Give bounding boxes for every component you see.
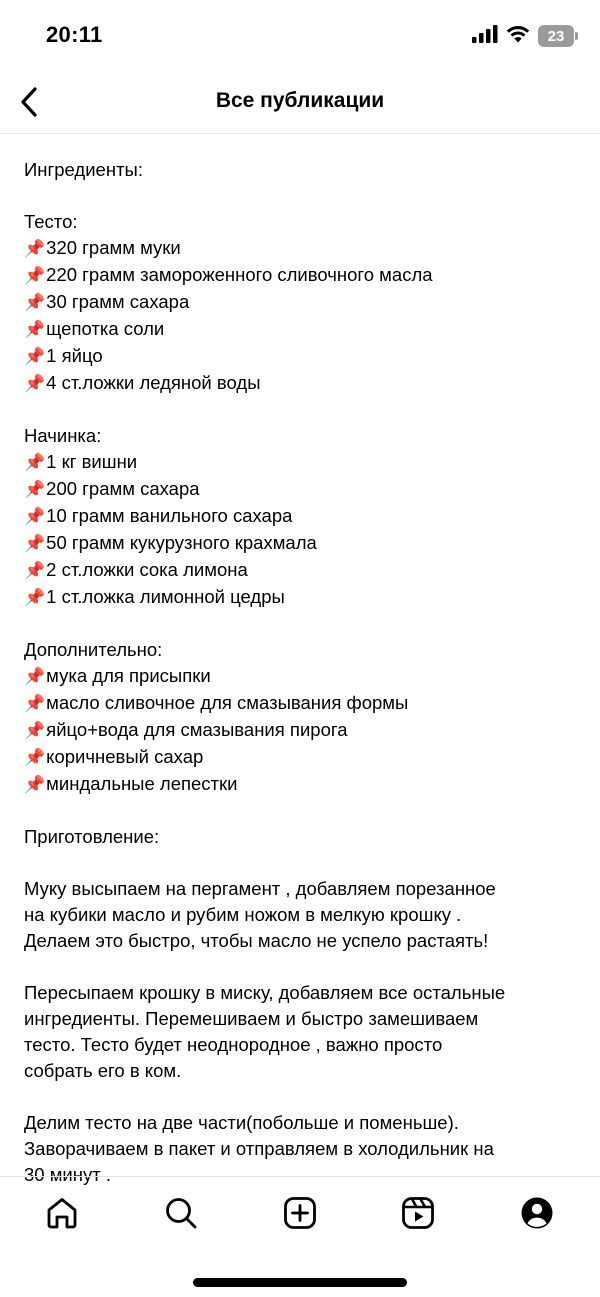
dough-list [24, 235, 580, 397]
step-paragraph-2 [24, 980, 580, 1084]
reels-icon [401, 1196, 435, 1230]
ingredient-text: 4 ст.ложки ледяной воды [46, 372, 261, 393]
ingredient-item [24, 503, 580, 530]
battery-icon: 23 [538, 25, 574, 47]
preparation-heading: Приготовление: [24, 826, 160, 847]
pushpin-icon: 📌 [24, 374, 46, 393]
pushpin-icon: 📌 [24, 480, 46, 499]
ingredient-item [24, 690, 580, 717]
step-line: тесто. Тесто будет неоднородное , важно просто [24, 1034, 443, 1055]
page-title: Все публикации [215, 89, 385, 112]
step-line: 30 минут . [24, 1164, 111, 1185]
wifi-icon [506, 25, 530, 48]
create-post-icon [283, 1196, 317, 1230]
step-line: Заворачиваем в пакет и отправляем в холодильник на [24, 1138, 494, 1159]
ingredient-text: щепотка соли [46, 318, 165, 339]
pushpin-icon: 📌 [24, 561, 46, 580]
ingredient-item [24, 771, 580, 798]
step-paragraph-1 [24, 876, 580, 954]
ingredient-item [24, 343, 580, 370]
pushpin-icon: 📌 [24, 293, 46, 312]
ingredient-text: 2 ст.ложки сока лимона [46, 559, 248, 580]
ingredient-text: 50 грамм кукурузного крахмала [46, 532, 317, 553]
extra-list [24, 663, 580, 798]
ingredient-item [24, 316, 580, 343]
ingredient-text: 220 грамм замороженного сливочного масла [46, 264, 433, 285]
ingredient-item [24, 557, 580, 584]
ingredient-item [24, 476, 580, 503]
ingredient-text: 1 яйцо [46, 345, 103, 366]
ingredient-item [24, 262, 580, 289]
step-line: Делим тесто на две части(побольше и поменьше). [24, 1112, 459, 1133]
ingredient-item [24, 663, 580, 690]
extra-heading: Дополнительно: [24, 639, 163, 660]
tab-search[interactable] [161, 1193, 201, 1233]
ingredient-item [24, 449, 580, 476]
tab-home[interactable] [42, 1193, 82, 1233]
ingredient-text: 200 грамм сахара [46, 478, 200, 499]
ingredient-item [24, 530, 580, 557]
tab-profile[interactable] [517, 1193, 557, 1233]
pushpin-icon: 📌 [24, 320, 46, 339]
ingredient-text: миндальные лепестки [46, 773, 238, 794]
step-line: Пересыпаем крошку в миску, добавляем все остальные [24, 982, 506, 1003]
ingredient-text: 30 грамм сахара [46, 291, 190, 312]
pushpin-icon: 📌 [24, 266, 46, 285]
filling-list [24, 449, 580, 611]
pushpin-icon: 📌 [24, 721, 46, 740]
pushpin-icon: 📌 [24, 588, 46, 607]
filling-heading: Начинка: [24, 425, 102, 446]
pushpin-icon: 📌 [24, 453, 46, 472]
status-icons [472, 24, 574, 48]
pushpin-icon: 📌 [24, 775, 46, 794]
ingredient-text: 320 грамм муки [46, 237, 181, 258]
ingredient-item [24, 289, 580, 316]
step-line: Муку высыпаем на пергамент , добавляем порезанное [24, 878, 496, 899]
bottom-nav [0, 1176, 600, 1252]
step-line: ингредиенты. Перемешиваем и быстро замешиваем [24, 1008, 479, 1029]
ingredients-heading: Ингредиенты: [24, 159, 143, 180]
pushpin-icon: 📌 [24, 239, 46, 258]
status-bar [0, 0, 600, 72]
cellular-signal-icon [472, 25, 498, 48]
ingredient-item [24, 235, 580, 262]
ingredient-item [24, 717, 580, 744]
step-line: на кубики масло и рубим ножом в мелкую крошку . [24, 904, 462, 925]
tab-reels[interactable] [398, 1193, 438, 1233]
profile-icon [520, 1196, 554, 1230]
status-time: 20:11 [46, 22, 103, 47]
pushpin-icon: 📌 [24, 347, 46, 366]
step-line: Делаем это быстро, чтобы масло не успело растаять! [24, 930, 489, 951]
dough-heading: Тесто: [24, 211, 78, 232]
pushpin-icon: 📌 [24, 667, 46, 686]
pushpin-icon: 📌 [24, 694, 46, 713]
ingredient-text: масло сливочное для смазывания формы [46, 692, 409, 713]
ingredient-item [24, 370, 580, 397]
pushpin-icon: 📌 [24, 748, 46, 767]
ingredient-text: яйцо+вода для смазывания пирога [46, 719, 348, 740]
ingredient-item [24, 584, 580, 611]
nav-header [0, 72, 600, 134]
search-icon [164, 1196, 198, 1230]
ingredient-text: мука для присыпки [46, 665, 211, 686]
ingredient-text: 10 грамм ванильного сахара [46, 505, 293, 526]
post-caption [24, 157, 580, 1188]
tab-create[interactable] [280, 1193, 320, 1233]
pushpin-icon: 📌 [24, 507, 46, 526]
step-line: собрать его в ком. [24, 1060, 182, 1081]
pushpin-icon: 📌 [24, 534, 46, 553]
home-indicator [193, 1278, 407, 1287]
ingredient-item [24, 744, 580, 771]
ingredient-text: коричневый сахар [46, 746, 204, 767]
home-icon [45, 1196, 79, 1230]
ingredient-text: 1 ст.ложка лимонной цедры [46, 586, 285, 607]
ingredient-text: 1 кг вишни [46, 451, 138, 472]
